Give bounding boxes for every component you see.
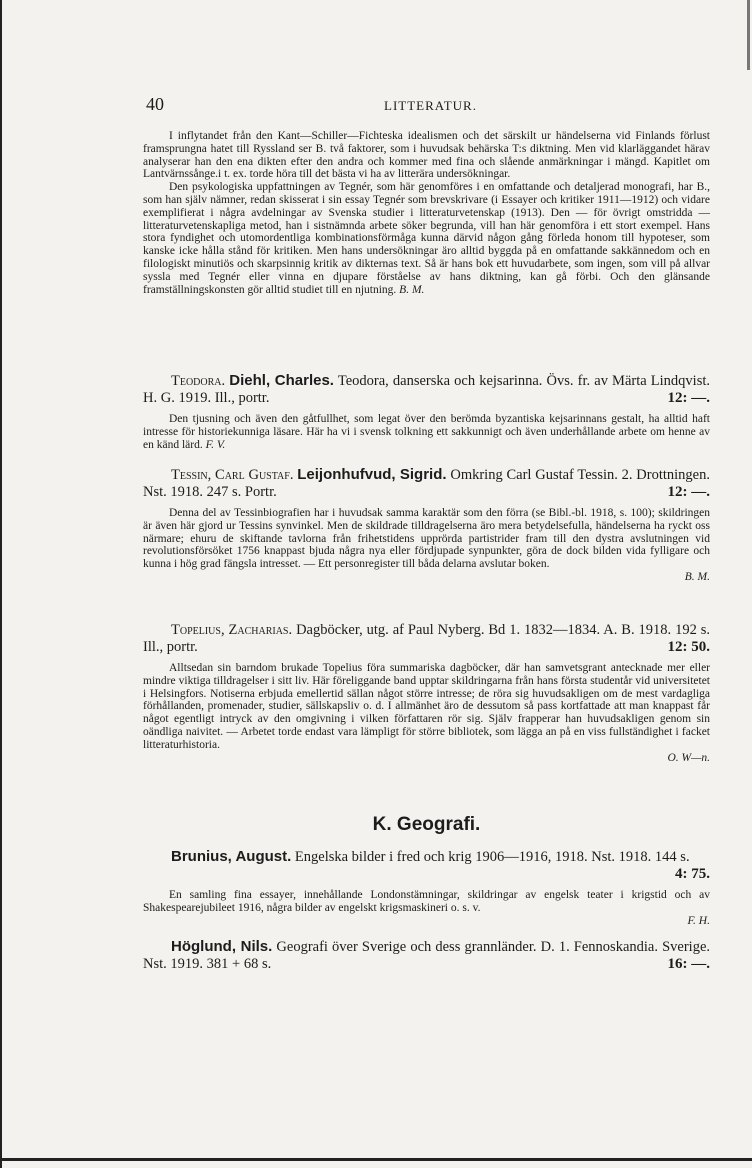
book-entry — [143, 622, 710, 765]
book-entry — [143, 938, 710, 973]
entry-review: Alltsedan sin barndom brukade Topelius föra summariska dagböcker, där han samvetsgrant antecknade mer eller mindre viktiga tilldragelser i sitt liv. Här föreliggande band upptar skildringarna från hans första studentår vid universitetet i Helsingfors. Notiserna erbjuda emellertid sällan något större intresse; de röra sig huvudsakligen om de mest vardagliga förhållanden, promenader, studier, sällskapsliv o. d. I allmänhet äro de dessutom så pass kortfattade att man knappast får något egentligt intryck av den omgivning i vilken författaren rör sig. Själv frapperar han huvudsakligen genom sin oändliga naivitet. — Arbetet torde endast vara lämpligt för större bibliotek, som lägga an på en viss fullständighet i facket litteraturhistoria. — [143, 662, 710, 751]
entry-review: En samling fina essayer, innehållande Londonstämningar, skildringar av engelsk teater i krigstid och av Shakespearejubileet 1916, några bilder av engelskt krigsmaskineri o. s. v. — [143, 889, 710, 914]
entry-price: 12: —. — [667, 390, 710, 406]
book-entry — [143, 848, 710, 928]
review-signature: B. M. — [684, 570, 710, 583]
review-continuation — [143, 130, 710, 296]
review-paragraph: Den psykologiska uppfattningen av Tegnér, som här genomföres i en omfattande och detaljerad monografi, har B., som han själv nämner, redan skisserat i sin essay Tegnér som brevskrivare (i Essayer och kritiker 1911—1912) och vidare exemplifierat i några avdelningar av Svenska studier i litteraturvetenskap (1913). Den — för övrigt omstridda — litteraturvetenskapliga metod, han i sistnämnda arbete söker begrunda, vill han här genomföra i ett stort exempel. Hans stora fyndighet och utomordentliga kombinationsförmåga kunna därvid någon gång förleda honom till hypoteser, som kanske icke hålla stånd för kritiken. Men hans undersökningar äro alltid byggda på en omfattande sakkännedom och en filologiskt minutiös och skarpsinnig kritik av dikternas text. Så är hans bok ett huvudarbete, som ingen, som vill på allvar syssla med Tegnér eller vinna en djupare förståelse av hans diktning, kan gå förbi. Och den glänsande framställningskonsten gör alltid studiet till en njutning. B. M. — [143, 181, 710, 296]
entry-subject: Tessin, Carl Gustaf. — [171, 467, 294, 483]
entry-heading — [143, 622, 710, 656]
review-signature: F. V. — [205, 438, 226, 451]
entry-subject: Teodora. — [171, 373, 226, 389]
review-signature: O. W—n. — [667, 751, 710, 764]
entry-author: Brunius, August. — [171, 848, 292, 865]
entry-author: Diehl, Charles. — [229, 372, 334, 389]
entry-heading — [143, 848, 710, 882]
scan-border-bottom — [0, 1158, 752, 1161]
scan-edge-mark — [747, 0, 750, 70]
entry-bibliography: Dagböcker, utg. af Paul Nyberg. Bd 1. 1832—1834. A. B. 1918. 192 s. Ill., portr. — [143, 622, 711, 655]
entry-review: Denna del av Tessinbiografien har i huvudsak samma karaktär som den förra (se Bibl.-bl. 1918, s. 100); skildringen är även här gjord ur Tessins synvinkel. Men de skildrade tilldragelserna äro mera betydelsefulla, händelserna ha ryckt oss närmare; ehuru de skiftande tavlorna från frihetstidens upprörda partistrider fram till den dystra avslutningen vid revolutionsförsöket 1756 knappast bjuda några nya eller fördjupade synpunkter, göra de dock bilden vida fylligare och kunna i hög grad fängsla intresset. — Ett personregister till båda delarna avslutar boken. — [143, 507, 710, 571]
entry-price: 12: 50. — [667, 639, 710, 655]
review-paragraph: I inflytandet från den Kant—Schiller—Fichteska idealismen och det särskilt ur händelserna vid Finlands förlust framsprungna hatet till Ryssland ser B. två faktorer, som i huvudsak behärska T:s diktning. Men vid klarläggandet härav analyserar han den ena dikten efter den andra och kommer med fina och slående anmärkningar i mängd. Kapitlet om Lantvärnssånge.i t. ex. torde höra till det bästa vi ha av litterära undersökningar. — [143, 130, 710, 181]
review-signature: F. H. — [687, 914, 710, 927]
entry-price: 12: —. — [667, 484, 710, 500]
entry-heading — [143, 466, 710, 501]
entry-price: 16: —. — [667, 956, 710, 972]
page-number: 40 — [146, 94, 164, 114]
entry-bibliography: Omkring Carl Gustaf Tessin. 2. Drottningen. Nst. 1918. 247 s. Portr. — [143, 467, 710, 500]
scan-border-left — [0, 0, 2, 1168]
section-heading: K. Geografi. — [372, 814, 481, 835]
entry-bibliography: Teodora, danserska och kejsarinna. Övs. fr. av Märta Lindqvist. H. G. 1919. Ill., portr. — [143, 373, 711, 406]
running-title: LITTERATUR. — [384, 98, 477, 113]
entry-heading — [143, 372, 710, 407]
entry-bibliography: Geografi över Sverige och dess grannländer. D. 1. Fennoskandia. Sverige. Nst. 1919. 381 + 68 s. — [143, 939, 710, 972]
book-entry — [143, 372, 710, 451]
entry-review: Den tjusning och även den gåtfullhet, som legat över den berömda byzantiska kejsarinnans gestalt, ha alltid haft intresse för historiekunniga läsare. Här ha vi i svensk tolkning ett sakkunnigt och även underhållande arbete om henne av en känd lärd. F. V. — [143, 413, 710, 451]
entry-heading — [143, 938, 710, 973]
entry-bibliography: Engelska bilder i fred och krig 1906—1916, 1918. Nst. 1918. 144 s. — [294, 849, 690, 865]
entry-author: Leijonhufvud, Sigrid. — [297, 466, 447, 483]
page-header — [146, 94, 706, 118]
review-signature: B. M. — [399, 283, 425, 296]
entry-author: Höglund, Nils. — [171, 938, 273, 955]
entry-price: 4: 75. — [675, 866, 710, 882]
book-entry — [143, 466, 710, 584]
entry-subject: Topelius, Zacharias. — [171, 622, 293, 638]
